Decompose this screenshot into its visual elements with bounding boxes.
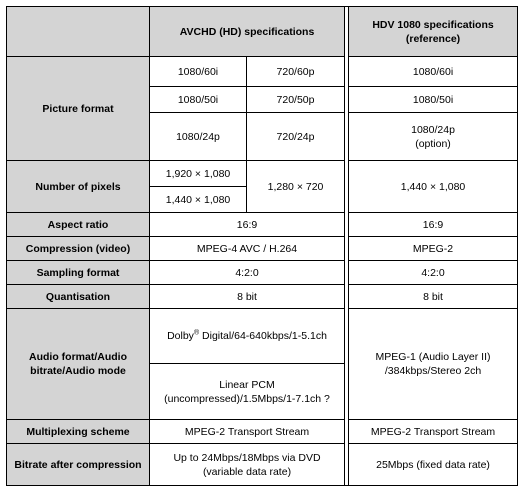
pixels-cell: 1,440 × 1,080 bbox=[150, 187, 247, 213]
audio-lpcm: Linear PCM (uncompressed)/1.5Mbps/1-7.1ch ? bbox=[150, 364, 345, 420]
compression-row bbox=[7, 237, 518, 261]
picture-format-cell: 720/60p bbox=[247, 57, 345, 87]
picture-format-cell: 1080/60i bbox=[150, 57, 247, 87]
hdv-picture-format-cell: 1080/50i bbox=[349, 87, 518, 113]
audio-row bbox=[7, 309, 518, 364]
audio-hdv: MPEG-1 (Audio Layer II) /384kbps/Stereo 2ch bbox=[349, 309, 518, 420]
bitrate-hdv: 25Mbps (fixed data rate) bbox=[349, 444, 518, 486]
multiplexing-label: Multiplexing scheme bbox=[7, 420, 150, 444]
quantisation-label: Quantisation bbox=[7, 285, 150, 309]
bitrate-avchd: Up to 24Mbps/18Mbps via DVD (variable data rate) bbox=[150, 444, 345, 486]
sampling-row bbox=[7, 261, 518, 285]
sampling-hdv: 4:2:0 bbox=[349, 261, 518, 285]
sampling-avchd: 4:2:0 bbox=[150, 261, 345, 285]
compression-hdv: MPEG-2 bbox=[349, 237, 518, 261]
header-row bbox=[7, 7, 518, 57]
dolby-spec: Digital/64-640kbps/1-5.1ch bbox=[199, 330, 327, 342]
pixels-row bbox=[7, 161, 518, 187]
picture-format-row bbox=[7, 57, 518, 87]
aspect-ratio-hdv: 16:9 bbox=[349, 213, 518, 237]
compression-label: Compression (video) bbox=[7, 237, 150, 261]
picture-format-cell: 720/50p bbox=[247, 87, 345, 113]
quantisation-hdv: 8 bit bbox=[349, 285, 518, 309]
bitrate-row bbox=[7, 444, 518, 486]
quantisation-row bbox=[7, 285, 518, 309]
picture-format-label: Picture format bbox=[7, 57, 150, 161]
pixels-label: Number of pixels bbox=[7, 161, 150, 213]
aspect-ratio-row bbox=[7, 213, 518, 237]
dolby-name: Dolby bbox=[167, 330, 194, 342]
picture-format-cell: 1080/24p bbox=[150, 113, 247, 161]
hdv-picture-format-cell: 1080/24p (option) bbox=[349, 113, 518, 161]
audio-label: Audio format/Audio bitrate/Audio mode bbox=[7, 309, 150, 420]
compression-avchd: MPEG-4 AVC / H.264 bbox=[150, 237, 345, 261]
multiplexing-hdv: MPEG-2 Transport Stream bbox=[349, 420, 518, 444]
avchd-header: AVCHD (HD) specifications bbox=[150, 7, 345, 57]
picture-format-cell: 1080/50i bbox=[150, 87, 247, 113]
multiplexing-row bbox=[7, 420, 518, 444]
bitrate-label: Bitrate after compression bbox=[7, 444, 150, 486]
audio-dolby bbox=[150, 309, 345, 364]
aspect-ratio-label: Aspect ratio bbox=[7, 213, 150, 237]
hdv-pixels-cell: 1,440 × 1,080 bbox=[349, 161, 518, 213]
multiplexing-avchd: MPEG-2 Transport Stream bbox=[150, 420, 345, 444]
hdv-header: HDV 1080 specifications (reference) bbox=[349, 7, 518, 57]
picture-format-cell: 720/24p bbox=[247, 113, 345, 161]
hdv-picture-format-cell: 1080/60i bbox=[349, 57, 518, 87]
aspect-ratio-avchd: 16:9 bbox=[150, 213, 345, 237]
registered-mark: ® bbox=[193, 329, 200, 337]
pixels-cell: 1,920 × 1,080 bbox=[150, 161, 247, 187]
header-corner bbox=[7, 7, 150, 57]
quantisation-avchd: 8 bit bbox=[150, 285, 345, 309]
sampling-label: Sampling format bbox=[7, 261, 150, 285]
specifications-table bbox=[6, 6, 518, 486]
pixels-cell: 1,280 × 720 bbox=[247, 161, 345, 213]
